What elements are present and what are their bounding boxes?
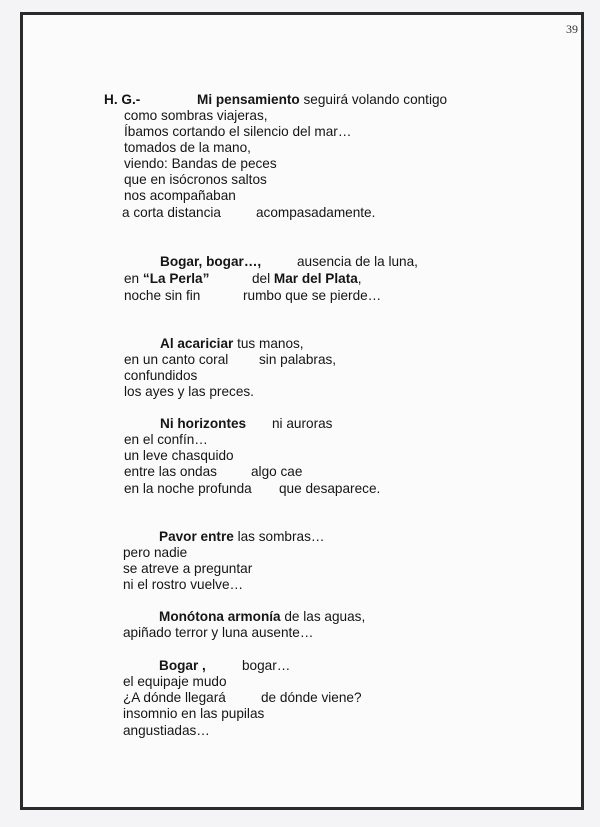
- bold-text: Pavor entre: [159, 529, 234, 544]
- text: seguirá volando contigo: [299, 92, 448, 107]
- text: de las aguas,: [280, 609, 366, 624]
- bold-text: Monótona armonía: [159, 609, 281, 624]
- poem-line: como sombras viajeras,: [124, 108, 268, 123]
- poem-line: noche sin fin: [124, 288, 201, 303]
- poem-line: rumbo que se pierde…: [243, 288, 382, 303]
- bold-text: Al acariciar: [160, 336, 234, 351]
- bold-text: Mi pensamiento: [197, 92, 300, 107]
- poem-line: sin palabras,: [259, 352, 337, 367]
- poem-line: [160, 416, 246, 432]
- text: del: [252, 271, 274, 286]
- poem-line: apiñado terror y luna ausente…: [123, 625, 314, 640]
- poem-line: [252, 271, 362, 287]
- bold-text: Ni horizontes: [160, 416, 247, 431]
- speaker-label: H. G.-: [104, 92, 141, 107]
- poem-line: un leve chasquido: [124, 448, 234, 463]
- poem-line: [104, 92, 140, 108]
- poem-line: confundidos: [124, 368, 198, 383]
- poem-line: [160, 254, 261, 270]
- poem-line: algo cae: [251, 464, 303, 479]
- poem-line: ni auroras: [272, 416, 333, 431]
- text: ,: [357, 271, 362, 286]
- poem-line: tomados de la mano,: [124, 140, 251, 155]
- text: las sombras…: [233, 529, 325, 544]
- poem-line: que desaparece.: [279, 481, 381, 496]
- text: en: [124, 271, 143, 286]
- poem-line: en la noche profunda: [124, 481, 252, 496]
- poem-line: en el confín…: [124, 432, 208, 447]
- poem-line: [159, 529, 324, 545]
- poem-line: el equipaje mudo: [123, 674, 227, 689]
- bold-text: Bogar ,: [159, 658, 206, 673]
- poem-line: en un canto coral: [124, 352, 229, 367]
- poem-line: insomnio en las pupilas: [123, 706, 265, 721]
- bold-text: Bogar, bogar…,: [160, 254, 262, 269]
- text: tus manos,: [233, 336, 304, 351]
- poem-line: [159, 609, 365, 625]
- poem-line: viendo: Bandas de peces: [124, 156, 277, 171]
- page-number: 39: [566, 22, 578, 36]
- bold-text: “La Perla”: [142, 271, 210, 286]
- poem-line: pero nadie: [123, 545, 188, 560]
- bold-text: Mar del Plata: [273, 271, 358, 286]
- poem-line: se atreve a preguntar: [123, 561, 253, 576]
- poem-line: bogar…: [242, 658, 291, 673]
- poem-line: entre las ondas: [124, 464, 217, 479]
- poem-line: acompasadamente.: [256, 205, 376, 220]
- poem-line: que en isócronos saltos: [124, 172, 267, 187]
- poem-line: nos acompañaban: [124, 188, 236, 203]
- poem-line: ausencia de la luna,: [297, 254, 418, 269]
- poem-line: angustiadas…: [123, 723, 210, 738]
- poem-line: ni el rostro vuelve…: [123, 577, 244, 592]
- poem-line: de dónde viene?: [261, 690, 362, 705]
- poem-line: Íbamos cortando el silencio del mar…: [124, 124, 352, 139]
- poem-line: a corta distancia: [122, 205, 221, 220]
- poem-line: [124, 271, 209, 287]
- poem-line: [197, 92, 447, 108]
- poem-line: [160, 336, 304, 352]
- poem-line: los ayes y las preces.: [124, 384, 254, 399]
- poem-line: [159, 658, 206, 674]
- poem-line: ¿A dónde llegará: [123, 690, 226, 705]
